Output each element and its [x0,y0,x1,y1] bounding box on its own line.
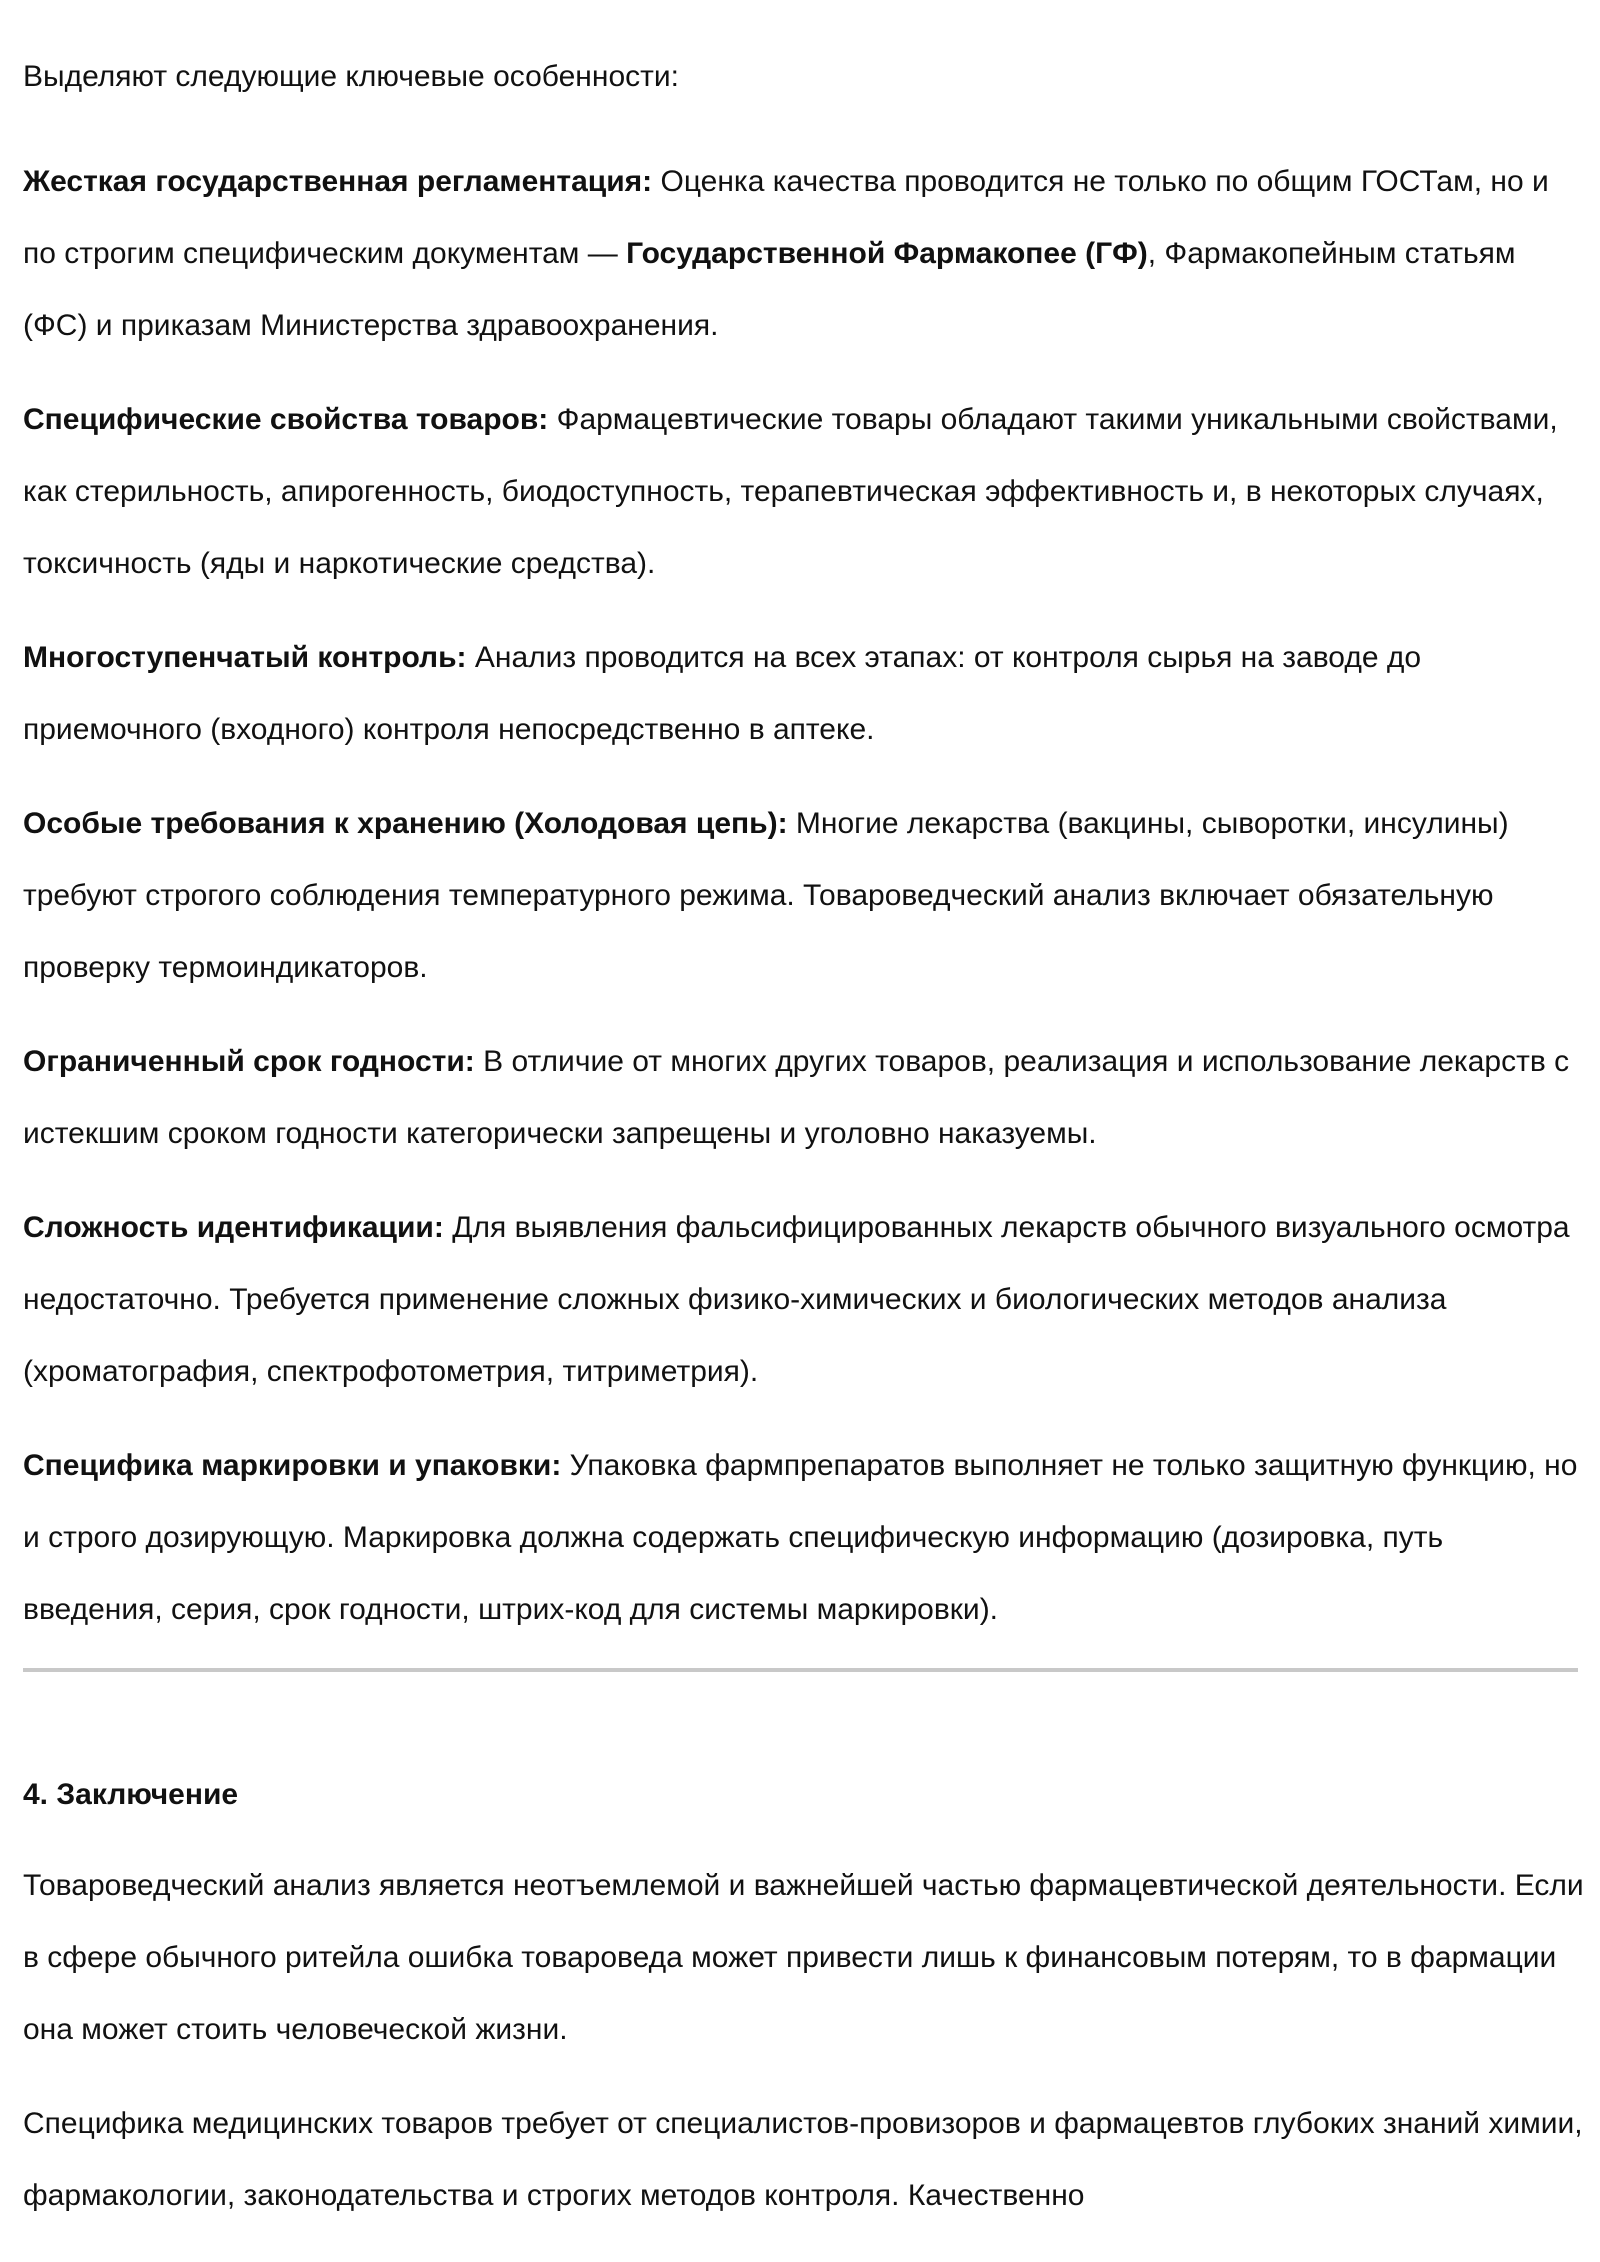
feature-title: Жесткая государственная регламентация: [23,165,653,198]
section-heading-conclusion: 4. Заключение [23,1778,239,1811]
feature-item-shelf-life [23,1026,1588,1170]
intro-text: Выделяют следующие ключевые особенности: [23,60,679,93]
feature-item-labeling [23,1430,1588,1646]
feature-title: Особые требования к хранению (Холодовая цепь): [23,807,788,840]
feature-text: Для выявления фальсифицированных лекарств обычного визуального осмотра недостаточно. Требуется применение сложных физико-химических и биологических методов анализа (хроматография, спектрофотометрия, титриметрия). [23,1211,1570,1388]
feature-title: Ограниченный срок годности: [23,1045,475,1078]
feature-title: Специфические свойства товаров: [23,403,549,436]
feature-text: Фармацевтические товары обладают такими уникальными свойствами, как стерильность, апирогенность, биодоступность, терапевтическая эффективность и, в некоторых случаях, токсичность (яды и наркотические средства). [23,403,1558,580]
feature-item-control [23,622,1588,766]
feature-text: Анализ проводится на всех этапах: от контроля сырья на заводе до приемочного (входного) контроля непосредственно в аптеке. [23,641,1422,746]
feature-text: Оценка качества проводится не только по общим ГОСТам, но и по строгим специфическим документам — [23,165,1549,270]
conclusion-paragraph: Специфика медицинских товаров требует от специалистов-провизоров и фармацевтов глубоких знаний химии, фармакологии, законодательства и строгих методов контроля. Качественно [23,2107,1583,2212]
feature-text: Упаковка фармпрепаратов выполняет не только защитную функцию, но и строго дозирующую. Маркировка должна содержать специфическую информацию (дозировка, путь введения, серия, срок годности, штрих-код для системы маркировки). [23,1449,1578,1626]
feature-item-regulation [23,146,1588,362]
feature-text: В отличие от многих других товаров, реализация и использование лекарств с истекшим сроком годности категорически запрещены и уголовно наказуемы. [23,1045,1570,1150]
feature-item-identification [23,1192,1588,1408]
conclusion-section [23,1850,1588,2232]
feature-item-storage [23,788,1588,1004]
conclusion-paragraph: Товароведческий анализ является неотъемлемой и важнейшей частью фармацевтической деятельности. Если в сфере обычного ритейла ошибка товароведа может привести лишь к финансовым потерям, то в фармации она может стоить человеческой жизни. [23,1869,1584,2046]
section-divider [23,1668,1578,1672]
feature-title: Специфика маркировки и упаковки: [23,1449,562,1482]
feature-text: , Фармакопейным статьям (ФС) и приказам Министерства здравоохранения. [23,237,1516,342]
feature-title: Сложность идентификации: [23,1211,444,1244]
feature-bold-inline: Государственной Фармакопее (ГФ) [626,237,1148,270]
feature-text: Многие лекарства (вакцины, сыворотки, инсулины) требуют строгого соблюдения температурного режима. Товароведческий анализ включает обязательную проверку термоиндикаторов. [23,807,1509,984]
feature-item-properties [23,384,1588,600]
document-body [23,52,1588,1646]
feature-title: Многоступенчатый контроль: [23,641,467,674]
